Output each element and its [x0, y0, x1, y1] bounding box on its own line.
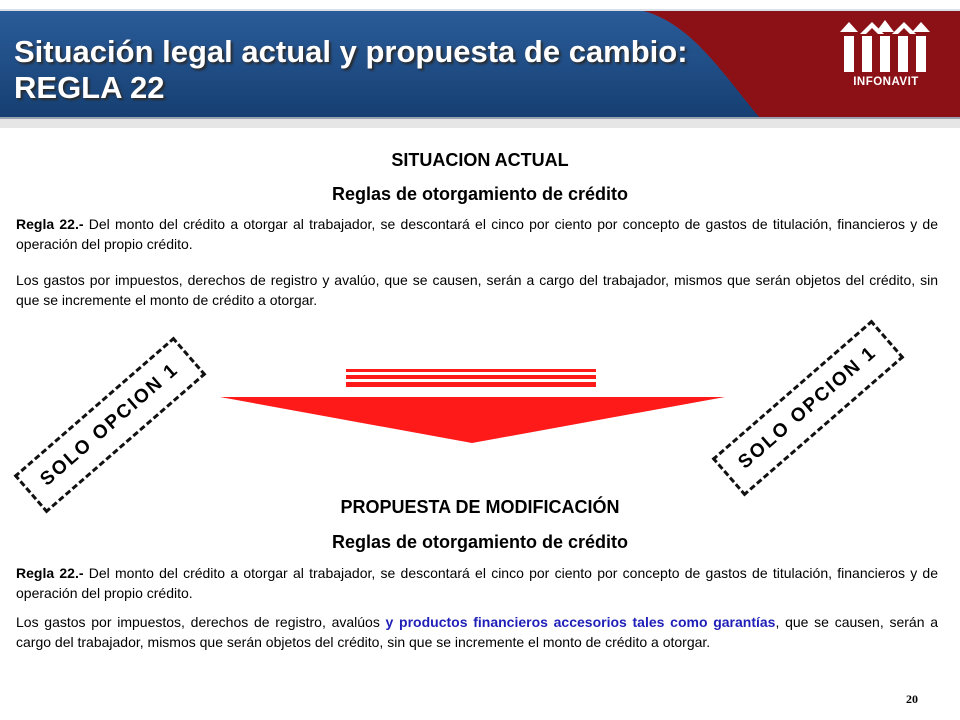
proposal-second-start: Los gastos por impuestos, derechos de registro, avalúos — [16, 614, 386, 630]
proposal-heading: PROPUESTA DE MODIFICACIÓN — [340, 497, 620, 517]
current-second-paragraph: Los gastos por impuestos, derechos de registro y avalúo, que se causen, serán a cargo del trabajador, mismos que serán objetos del crédito, sin que se incremente el monto de crédito a otorgar. — [16, 272, 938, 308]
current-rule-text: Del monto del crédito a otorgar al trabajador, se descontará el cinco por ciento por concepto de gastos de titulación, financieros y de operación del propio crédito. — [16, 216, 939, 252]
down-arrow-icon — [220, 365, 725, 447]
stamp-solo-opcion-left: SOLO OPCION 1 — [14, 337, 207, 514]
current-rule-paragraph — [16, 214, 938, 254]
current-subheading: Reglas de otorgamiento de crédito — [331, 184, 629, 204]
proposal-second-paragraph — [16, 612, 938, 652]
current-heading: SITUACION ACTUAL — [391, 150, 569, 170]
proposal-subheading: Reglas de otorgamiento de crédito — [331, 532, 629, 552]
proposal-rule-paragraph — [16, 563, 938, 603]
header-banner — [0, 0, 960, 128]
proposal-second-end: , que se causen, serán a cargo del trabajador, mismos que serán objetos del crédito, sin que se incremente el monto de crédito a otorgar. — [16, 614, 938, 650]
proposal-highlight-text: y productos financieros accesorios tales como garantías — [385, 614, 776, 630]
logo-text: INFONAVIT — [853, 76, 919, 88]
page-title: Situación legal actual y propuesta de cambio: REGLA 22 — [14, 34, 688, 105]
current-rule-label: Regla 22.- — [16, 216, 84, 232]
page-number: 20 — [906, 692, 918, 706]
proposal-rule-label: Regla 22.- — [16, 565, 84, 581]
proposal-rule-text: Del monto del crédito a otorgar al trabajador, se descontará el cinco por ciento por concepto de gastos de titulación, financieros y de operación del propio crédito. — [16, 565, 939, 601]
stamp-solo-opcion-right: SOLO OPCION 1 — [712, 320, 905, 497]
